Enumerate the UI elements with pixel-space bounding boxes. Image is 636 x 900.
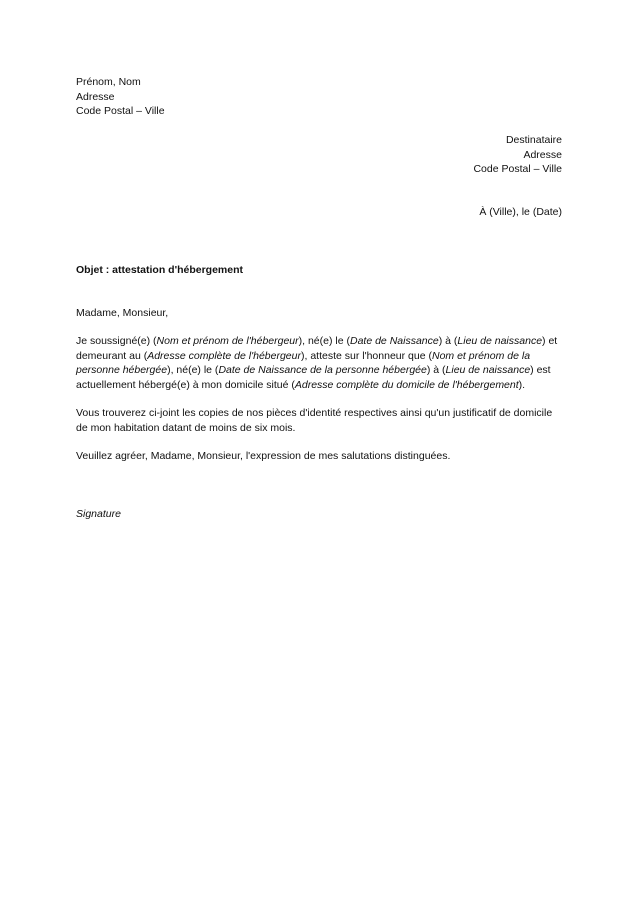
- p1-text-9: ).: [518, 378, 526, 391]
- sender-block: [76, 75, 562, 119]
- greeting: Madame, Monsieur,: [76, 307, 169, 319]
- signature-label: Signature: [76, 508, 121, 520]
- p1-text-8: ) est actuellement hébergé(e) à mon domicile situé (: [76, 364, 551, 391]
- p1-field-host-address: Adresse complète de l'hébergeur: [147, 349, 301, 362]
- recipient-address: Adresse: [523, 148, 562, 161]
- sender-name: Prénom, Nom: [76, 76, 141, 88]
- p1-field-host-birthplace: Lieu de naissance: [457, 335, 543, 347]
- p1-field-host-name: Nom et prénom de l'hébergeur: [156, 335, 299, 347]
- p1-text-1: Je soussigné(e) (: [76, 335, 157, 347]
- subject-line: Objet : attestation d'hébergement: [76, 264, 244, 276]
- p1-text-7: ) à (: [426, 364, 446, 376]
- recipient-postal-city: Code Postal – Ville: [473, 163, 562, 175]
- recipient-name: Destinataire: [505, 134, 562, 146]
- p1-text-6: ), né(e) le (: [167, 364, 219, 376]
- p1-field-guest-birthplace: Lieu de naissance: [445, 364, 531, 376]
- p1-field-guest-birthdate: Date de Naissance de la personne hébergée: [218, 364, 427, 376]
- paragraph-1: [76, 334, 562, 392]
- sender-postal-city: Code Postal – Ville: [76, 105, 165, 117]
- sender-address: Adresse: [76, 90, 115, 103]
- p1-text-2: ), né(e) le (: [298, 335, 350, 347]
- paragraph-3: Veuillez agréer, Madame, Monsieur, l'expression de mes salutations distinguées.: [76, 450, 451, 462]
- p1-text-5: ), atteste sur l'honneur que (: [300, 349, 432, 362]
- p1-text-4: ) et demeurant au (: [76, 335, 558, 362]
- p1-field-guest-name: Nom et prénom de la personne hébergée: [76, 349, 531, 376]
- p1-field-host-birthdate: Date de Naissance: [350, 335, 439, 347]
- recipient-block: [76, 133, 562, 177]
- place-date-line: À (Ville), le (Date): [479, 206, 562, 218]
- paragraph-2: Vous trouverez ci-joint les copies de nos pièces d'identité respectives ainsi qu'un justificatif de domicile de mon habitation datant de moins de six mois.: [76, 407, 553, 434]
- p1-field-lodging-address: Adresse complète du domicile de l'hébergement: [294, 378, 519, 391]
- p1-text-3: ) à (: [438, 335, 458, 347]
